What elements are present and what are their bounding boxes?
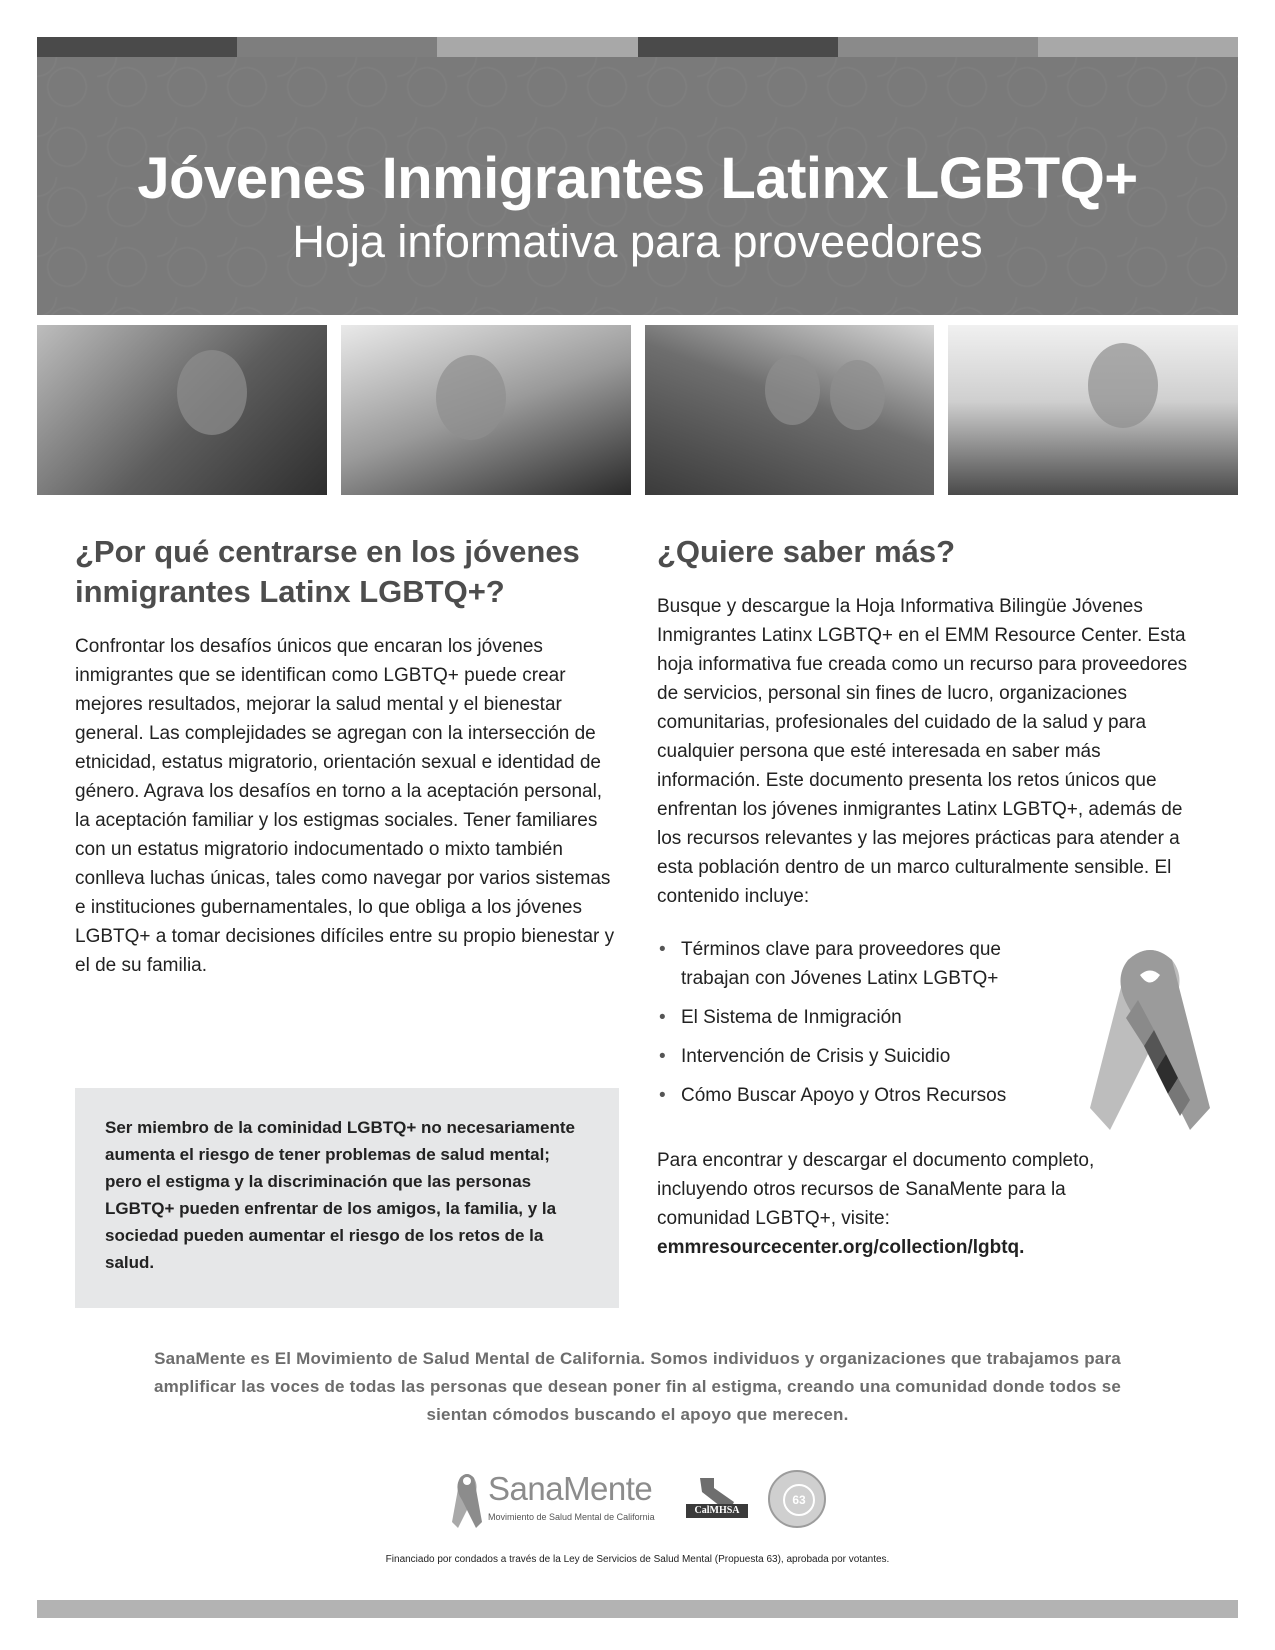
more-text-body: Para encontrar y descargar el documento completo, incluyendo otros recursos de SanaMente para la comunidad LGBTQ+, visite: bbox=[657, 1150, 1095, 1229]
photo-figure bbox=[436, 355, 506, 440]
calmhsa-label: CalMHSA bbox=[686, 1504, 748, 1518]
photo-figure bbox=[765, 355, 820, 425]
stripe bbox=[437, 37, 637, 57]
california-shape-icon bbox=[696, 1476, 738, 1506]
page-title: Jóvenes Inmigrantes Latinx LGBTQ+ bbox=[137, 146, 1138, 211]
sanamente-tagline: Movimiento de Salud Mental de California bbox=[488, 1512, 655, 1522]
left-column bbox=[75, 532, 615, 980]
photo-woman-headwrap bbox=[341, 325, 631, 495]
callout-text: Ser miembro de la cominidad LGBTQ+ no necesariamente aumenta el riesgo de tener problemas de salud mental; pero el estigma y la discriminación que las personas LGBTQ+ pueden enfrentar de los amigos, la familia, y la sociedad pueden aumentar el riesgo de los retos de la salud. bbox=[105, 1118, 575, 1272]
bottom-bar bbox=[37, 1600, 1238, 1618]
photo-figure bbox=[830, 360, 885, 430]
list-item: • Términos clave para proveedores que trabajan con Jóvenes Latinx LGBTQ+ bbox=[657, 935, 1041, 993]
list-item: • Intervención de Crisis y Suicidio bbox=[657, 1042, 1041, 1071]
stripe bbox=[37, 37, 237, 57]
stripe bbox=[237, 37, 437, 57]
right-column bbox=[657, 532, 1207, 1262]
calmhsa-logo bbox=[682, 1476, 750, 1524]
left-heading: ¿Por qué centrarse en los jóvenes inmigrantes Latinx LGBTQ+? bbox=[75, 534, 580, 609]
more-info bbox=[657, 1146, 1097, 1262]
resource-link[interactable]: emmresourcecenter.org/collection/lgbtq. bbox=[657, 1237, 1025, 1258]
photo-figure bbox=[1088, 343, 1158, 428]
list-item: • Cómo Buscar Apoyo y Otros Recursos bbox=[657, 1081, 1041, 1110]
sanamente-logo-text: SanaMente bbox=[488, 1470, 653, 1507]
seal-number: 63 bbox=[783, 1484, 815, 1516]
photo-figure bbox=[177, 350, 247, 435]
funding-note: Financiado por condados a través de la Ley de Servicios de Salud Mental (Propuesta 63), aprobada por votantes. bbox=[385, 1554, 890, 1565]
prop63-seal bbox=[768, 1470, 826, 1528]
right-heading: ¿Quiere saber más? bbox=[657, 534, 956, 569]
photo-two-young-men-crowns bbox=[645, 325, 935, 495]
title-banner bbox=[37, 57, 1238, 315]
stripe bbox=[838, 37, 1038, 57]
photo-strip bbox=[37, 325, 1238, 495]
header-stripes bbox=[37, 37, 1238, 57]
photo-person-glasses bbox=[948, 325, 1238, 495]
stripe bbox=[1038, 37, 1238, 57]
awareness-ribbon-icon bbox=[1070, 940, 1230, 1150]
list-item: • El Sistema de Inmigración bbox=[657, 1003, 1041, 1032]
more-text bbox=[657, 1146, 1097, 1262]
left-body: Confrontar los desafíos únicos que encaran los jóvenes inmigrantes que se identifican como LGBTQ+ puede crear mejores resultados, mejorar la salud mental y el bienestar general. Las complejidades se agregan con la intersección de etnicidad, estatus migratorio, orientación sexual e identidad de género. Agrava los desafíos en torno a la aceptación personal, la aceptación familiar y los estigmas sociales. Tener familiares con un estatus migratorio indocumentado o mixto también conlleva luchas únicas, tales como navegar por varios sistemas e instituciones gubernamentales, lo que obliga a los jóvenes LGBTQ+ a tomar decisiones difíciles entre su propio bienestar y el de su familia. bbox=[75, 636, 615, 976]
right-body: Busque y descargue la Hoja Informativa Bilingüe Jóvenes Inmigrantes Latinx LGBTQ+ en el EMM Resource Center. Esta hoja informativa fue creada como un recurso para proveedores de servicios, personal sin fines de lucro, organizaciones comunitarias, profesionales del cuidado de la salud y para cualquier persona que esté interesada en saber más información. Este documento presenta los retos únicos que enfrentan los jóvenes inmigrantes Latinx LGBTQ+, además de los recursos relevantes y las mejores prácticas para atender a esta población dentro de un marco culturalmente sensible. El contenido incluye: bbox=[657, 596, 1188, 907]
page-subtitle: Hoja informativa para proveedores bbox=[292, 216, 983, 267]
callout-box bbox=[75, 1088, 619, 1308]
mission-statement: SanaMente es El Movimiento de Salud Mental de California. Somos individuos y organizaciones que trabajamos para amplificar las voces de todas las personas que desean poner fin al estigma, creando una comunidad donde todos se sientan cómodos buscando el apoyo que merecen. bbox=[153, 1349, 1122, 1424]
photo-two-women-embracing bbox=[37, 325, 327, 495]
sanamente-ribbon-icon bbox=[450, 1470, 484, 1530]
footer-logos bbox=[450, 1468, 870, 1538]
stripe bbox=[638, 37, 838, 57]
